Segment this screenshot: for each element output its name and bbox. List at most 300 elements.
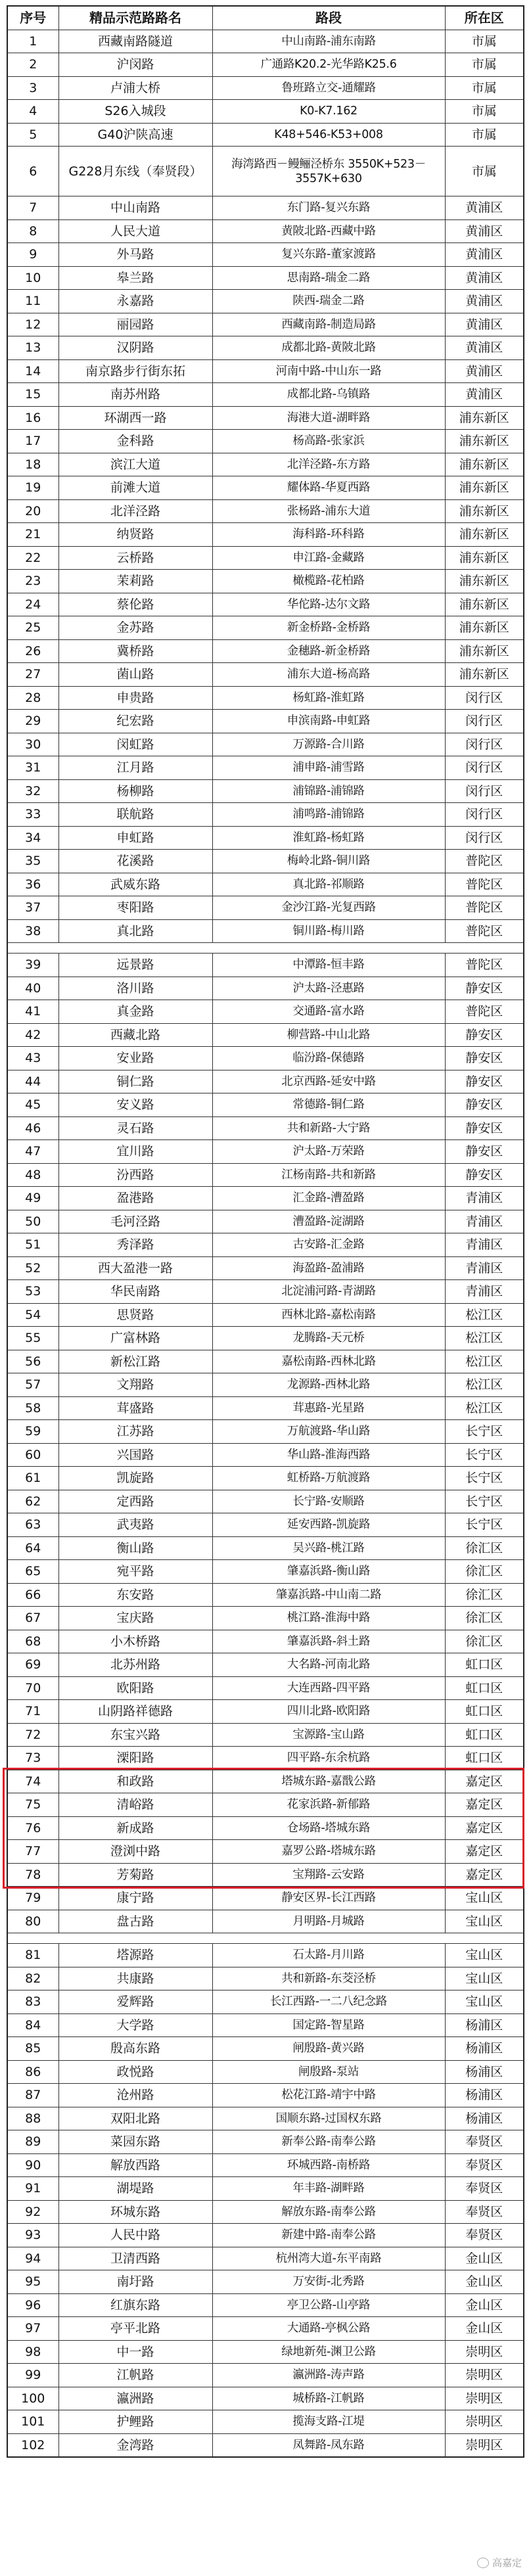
watermark-text: 高嘉定 <box>492 2557 522 2569</box>
row-index: 26 <box>7 639 58 663</box>
district: 闵行区 <box>445 826 524 850</box>
road-name: 衡山路 <box>58 1536 212 1560</box>
table-row <box>7 710 524 733</box>
row-index: 30 <box>7 733 58 756</box>
district: 浦东新区 <box>445 499 524 523</box>
table-row <box>7 733 524 756</box>
table-row <box>7 1910 524 1933</box>
road-name: 金科路 <box>58 430 212 453</box>
table-row <box>7 1303 524 1327</box>
table-row <box>7 219 524 243</box>
district: 青浦区 <box>445 1187 524 1210</box>
row-index: 60 <box>7 1443 58 1467</box>
table-row <box>7 977 524 1000</box>
table-row <box>7 1490 524 1513</box>
district: 嘉定区 <box>445 1840 524 1864</box>
road-list-table <box>7 5 524 2458</box>
road-name: 环湖西一路 <box>58 406 212 430</box>
table-row <box>7 76 524 100</box>
road-section: 年丰路-湖畔路 <box>212 2177 445 2201</box>
district: 市属 <box>445 100 524 124</box>
road-name: 安业路 <box>58 1047 212 1070</box>
separator-cell <box>7 943 524 954</box>
row-index: 97 <box>7 2317 58 2341</box>
road-section: 沪太路-泾惠路 <box>212 977 445 1000</box>
road-section: 宝翔路-云安路 <box>212 1863 445 1887</box>
district: 长宁区 <box>445 1420 524 1444</box>
district: 黄浦区 <box>445 359 524 383</box>
row-index: 38 <box>7 919 58 943</box>
road-name: 盈港路 <box>58 1187 212 1210</box>
district: 静安区 <box>445 1047 524 1070</box>
table-row <box>7 2153 524 2177</box>
table-row <box>7 1350 524 1373</box>
district: 黄浦区 <box>445 313 524 336</box>
row-index: 70 <box>7 1676 58 1700</box>
road-name: 皋兰路 <box>58 266 212 290</box>
district: 浦东新区 <box>445 523 524 547</box>
row-index: 66 <box>7 1583 58 1607</box>
road-name: 茸盛路 <box>58 1396 212 1420</box>
table-row <box>7 243 524 267</box>
row-index: 76 <box>7 1816 58 1840</box>
table-row <box>7 2013 524 2037</box>
district: 市属 <box>445 76 524 100</box>
road-section: 仓场路-塔城东路 <box>212 1816 445 1840</box>
district: 黄浦区 <box>445 336 524 360</box>
row-index: 32 <box>7 779 58 803</box>
row-index: 44 <box>7 1070 58 1093</box>
row-index: 47 <box>7 1140 58 1164</box>
row-index: 86 <box>7 2060 58 2084</box>
row-index: 12 <box>7 313 58 336</box>
road-name: 西大盈港一路 <box>58 1256 212 1280</box>
road-section: 虹桥路-万航渡路 <box>212 1467 445 1490</box>
row-index: 16 <box>7 406 58 430</box>
table-row <box>7 826 524 850</box>
district: 崇明区 <box>445 2364 524 2387</box>
table-row <box>7 663 524 687</box>
district: 杨浦区 <box>445 2060 524 2084</box>
group-separator <box>7 943 524 954</box>
row-index: 23 <box>7 570 58 593</box>
road-name: 云桥路 <box>58 546 212 570</box>
table-row <box>7 1396 524 1420</box>
road-section: 海科路-环科路 <box>212 523 445 547</box>
district: 徐汇区 <box>445 1630 524 1653</box>
table-row <box>7 2200 524 2224</box>
road-section: 古安路-汇金路 <box>212 1233 445 1257</box>
row-index: 43 <box>7 1047 58 1070</box>
road-section: 张杨路-浦东大道 <box>212 499 445 523</box>
table-row <box>7 1747 524 1770</box>
road-name: 滨江大道 <box>58 453 212 476</box>
road-section: 新建中路-南奉公路 <box>212 2224 445 2247</box>
road-section: 复兴东路-董家渡路 <box>212 243 445 267</box>
road-name: 盘古路 <box>58 1910 212 1933</box>
road-section: 浦东大道-杨高路 <box>212 663 445 687</box>
district: 青浦区 <box>445 1280 524 1304</box>
table-row <box>7 1887 524 1910</box>
row-index: 87 <box>7 2084 58 2107</box>
road-name: 前滩大道 <box>58 476 212 500</box>
road-section: 杭州湾大道-东平南路 <box>212 2247 445 2270</box>
road-section: 闸殷路-黄兴路 <box>212 2037 445 2061</box>
road-section: 杨虹路-淮虹路 <box>212 686 445 710</box>
row-index: 36 <box>7 873 58 896</box>
row-index: 1 <box>7 30 58 53</box>
road-name: 远景路 <box>58 954 212 977</box>
road-section: 临汾路-保德路 <box>212 1047 445 1070</box>
road-section: 浦鸣路-浦锦路 <box>212 803 445 827</box>
table-row <box>7 1187 524 1210</box>
road-name: 永嘉路 <box>58 290 212 313</box>
district: 黄浦区 <box>445 383 524 407</box>
road-section: 耀体路-华夏西路 <box>212 476 445 500</box>
row-index: 17 <box>7 430 58 453</box>
road-name: 闵虹路 <box>58 733 212 756</box>
row-index: 98 <box>7 2340 58 2364</box>
district: 嘉定区 <box>445 1816 524 1840</box>
district: 嘉定区 <box>445 1770 524 1793</box>
table-body <box>7 30 524 2457</box>
row-index: 51 <box>7 1233 58 1257</box>
district: 闵行区 <box>445 803 524 827</box>
table-row <box>7 570 524 593</box>
road-name: 红旗东路 <box>58 2293 212 2317</box>
road-name: 政悦路 <box>58 2060 212 2084</box>
row-index: 14 <box>7 359 58 383</box>
road-section: 淮虹路-杨虹路 <box>212 826 445 850</box>
row-index: 9 <box>7 243 58 267</box>
road-section: 万航渡路-华山路 <box>212 1420 445 1444</box>
district: 闵行区 <box>445 710 524 733</box>
district: 黄浦区 <box>445 219 524 243</box>
road-name: G40沪陕高速 <box>58 123 212 147</box>
header-section: 路段 <box>212 6 445 30</box>
row-index: 11 <box>7 290 58 313</box>
header-index: 序号 <box>7 6 58 30</box>
road-section: 松花江路-靖宇中路 <box>212 2084 445 2107</box>
row-index: 5 <box>7 123 58 147</box>
row-index: 41 <box>7 1000 58 1024</box>
road-name: 中山南路 <box>58 196 212 220</box>
road-section: 橄榄路-花柏路 <box>212 570 445 593</box>
row-index: 79 <box>7 1887 58 1910</box>
district: 市属 <box>445 53 524 77</box>
table-row <box>7 2387 524 2410</box>
row-index: 101 <box>7 2410 58 2434</box>
header-road-name: 精品示范路路名 <box>58 6 212 30</box>
district: 奉贤区 <box>445 2200 524 2224</box>
road-name: 江帆路 <box>58 2364 212 2387</box>
road-name: 江月路 <box>58 756 212 780</box>
road-section: 成都北路-乌镇路 <box>212 383 445 407</box>
road-name: 北洋泾路 <box>58 499 212 523</box>
road-section: 思南路-瑞金二路 <box>212 266 445 290</box>
road-name: G228月东线（奉贤段） <box>58 147 212 196</box>
row-index: 42 <box>7 1023 58 1047</box>
table-row <box>7 499 524 523</box>
district: 青浦区 <box>445 1210 524 1233</box>
road-section: 海盈路-盈浦路 <box>212 1256 445 1280</box>
table-row <box>7 1093 524 1117</box>
district: 金山区 <box>445 2270 524 2294</box>
table-row <box>7 1967 524 1990</box>
table-row <box>7 896 524 920</box>
row-index: 4 <box>7 100 58 124</box>
road-section: 大连西路-四平路 <box>212 1676 445 1700</box>
table-row <box>7 1140 524 1164</box>
road-name: 文翔路 <box>58 1373 212 1397</box>
district: 普陀区 <box>445 896 524 920</box>
row-index: 3 <box>7 76 58 100</box>
district: 长宁区 <box>445 1467 524 1490</box>
road-name: 南京路步行街东拓 <box>58 359 212 383</box>
table-row <box>7 1070 524 1093</box>
road-section: 嘉罗公路-塔城东路 <box>212 1840 445 1864</box>
table-row <box>7 123 524 147</box>
table-row <box>7 336 524 360</box>
road-section: 共和新路-大宁路 <box>212 1116 445 1140</box>
row-index: 52 <box>7 1256 58 1280</box>
table-row <box>7 453 524 476</box>
district: 闵行区 <box>445 779 524 803</box>
row-index: 49 <box>7 1187 58 1210</box>
table-row <box>7 1047 524 1070</box>
row-index: 62 <box>7 1490 58 1513</box>
district: 浦东新区 <box>445 476 524 500</box>
row-index: 88 <box>7 2107 58 2130</box>
table-row <box>7 1280 524 1304</box>
road-name: 新松江路 <box>58 1350 212 1373</box>
road-section: 新金桥路-金桥路 <box>212 616 445 640</box>
road-name: 双阳北路 <box>58 2107 212 2130</box>
road-name: 南苏州路 <box>58 383 212 407</box>
road-name: 大学路 <box>58 2013 212 2037</box>
row-index: 7 <box>7 196 58 220</box>
road-section: 解放东路-南奉公路 <box>212 2200 445 2224</box>
table-row <box>7 147 524 196</box>
table-row <box>7 2084 524 2107</box>
road-section: 城桥路-江帆路 <box>212 2387 445 2410</box>
district: 长宁区 <box>445 1513 524 1537</box>
road-name: 外马路 <box>58 243 212 267</box>
road-name: 沧州路 <box>58 2084 212 2107</box>
row-index: 8 <box>7 219 58 243</box>
road-section: 万源路-合川路 <box>212 733 445 756</box>
road-name: 殷高东路 <box>58 2037 212 2061</box>
table-row <box>7 1700 524 1724</box>
row-index: 22 <box>7 546 58 570</box>
row-index: 77 <box>7 1840 58 1864</box>
road-name: 毛河泾路 <box>58 1210 212 1233</box>
district: 静安区 <box>445 977 524 1000</box>
road-section: 凤舞路-凤东路 <box>212 2433 445 2457</box>
road-section: 石太路-月川路 <box>212 1944 445 1967</box>
district: 松江区 <box>445 1303 524 1327</box>
row-index: 85 <box>7 2037 58 2061</box>
district: 崇明区 <box>445 2340 524 2364</box>
road-name: 瀛洲路 <box>58 2387 212 2410</box>
district: 浦东新区 <box>445 616 524 640</box>
road-name: 澄浏中路 <box>58 1840 212 1864</box>
district: 浦东新区 <box>445 453 524 476</box>
district: 崇明区 <box>445 2387 524 2410</box>
road-name: 真金路 <box>58 1000 212 1024</box>
district: 徐汇区 <box>445 1583 524 1607</box>
road-name: 小木桥路 <box>58 1630 212 1653</box>
road-name: 茉莉路 <box>58 570 212 593</box>
table-row <box>7 616 524 640</box>
road-name: 申贵路 <box>58 686 212 710</box>
wechat-bubble-icon <box>477 2558 489 2568</box>
road-name: 护鲤路 <box>58 2410 212 2434</box>
district: 静安区 <box>445 1070 524 1093</box>
district: 静安区 <box>445 1093 524 1117</box>
district: 市属 <box>445 147 524 196</box>
row-index: 28 <box>7 686 58 710</box>
row-index: 31 <box>7 756 58 780</box>
row-index: 92 <box>7 2200 58 2224</box>
road-name: 宛平路 <box>58 1560 212 1584</box>
road-section: 中潭路-恒丰路 <box>212 954 445 977</box>
road-section: 闸殷路-泵站 <box>212 2060 445 2084</box>
row-index: 93 <box>7 2224 58 2247</box>
road-section: 西林北路-嘉松南路 <box>212 1303 445 1327</box>
district: 普陀区 <box>445 873 524 896</box>
district: 宝山区 <box>445 1910 524 1933</box>
table-row <box>7 313 524 336</box>
road-section: 共和新路-东茭泾桥 <box>212 1967 445 1990</box>
row-index: 96 <box>7 2293 58 2317</box>
road-section: 铜川路-梅川路 <box>212 919 445 943</box>
row-index: 69 <box>7 1653 58 1677</box>
district: 普陀区 <box>445 919 524 943</box>
district: 松江区 <box>445 1327 524 1350</box>
road-name: 欧阳路 <box>58 1676 212 1700</box>
district: 长宁区 <box>445 1443 524 1467</box>
table-row <box>7 1420 524 1444</box>
row-index: 56 <box>7 1350 58 1373</box>
row-index: 6 <box>7 147 58 196</box>
row-index: 20 <box>7 499 58 523</box>
table-row <box>7 756 524 780</box>
table-row <box>7 1443 524 1467</box>
road-section: 月明路-月城路 <box>212 1910 445 1933</box>
table-row <box>7 1816 524 1840</box>
road-name: 南圩路 <box>58 2270 212 2294</box>
row-index: 29 <box>7 710 58 733</box>
row-index: 68 <box>7 1630 58 1653</box>
road-section: 鲁班路立交-通耀路 <box>212 76 445 100</box>
table-row <box>7 686 524 710</box>
district: 闵行区 <box>445 686 524 710</box>
road-name: 溧阳路 <box>58 1747 212 1770</box>
road-section: 华佗路-达尔文路 <box>212 593 445 616</box>
table-row <box>7 1723 524 1747</box>
district: 浦东新区 <box>445 593 524 616</box>
table-row <box>7 954 524 977</box>
district: 黄浦区 <box>445 266 524 290</box>
road-name: 塔源路 <box>58 1944 212 1967</box>
district: 浦东新区 <box>445 546 524 570</box>
district: 静安区 <box>445 1023 524 1047</box>
road-section: 亭卫公路-山亭路 <box>212 2293 445 2317</box>
district: 松江区 <box>445 1373 524 1397</box>
road-section: K48+546-K53+008 <box>212 123 445 147</box>
row-index: 21 <box>7 523 58 547</box>
row-index: 46 <box>7 1116 58 1140</box>
road-name: 卫清西路 <box>58 2247 212 2270</box>
road-section: 静安区界-长江西路 <box>212 1887 445 1910</box>
road-name: 东安路 <box>58 1583 212 1607</box>
table-row <box>7 30 524 53</box>
district: 杨浦区 <box>445 2013 524 2037</box>
row-index: 95 <box>7 2270 58 2294</box>
road-section: 瀛洲路-涛声路 <box>212 2364 445 2387</box>
district: 静安区 <box>445 1140 524 1164</box>
row-index: 40 <box>7 977 58 1000</box>
road-section: 新奉公路-南奉公路 <box>212 2130 445 2154</box>
row-index: 71 <box>7 1700 58 1724</box>
road-name: S26入城段 <box>58 100 212 124</box>
district: 浦东新区 <box>445 430 524 453</box>
road-section: 北淀浦河路-青湖路 <box>212 1280 445 1304</box>
road-section: 柳营路-中山北路 <box>212 1023 445 1047</box>
district: 虹口区 <box>445 1676 524 1700</box>
road-section: 肇嘉浜路-衡山路 <box>212 1560 445 1584</box>
table-row <box>7 383 524 407</box>
table-row <box>7 100 524 124</box>
district: 青浦区 <box>445 1233 524 1257</box>
road-section: 茸惠路-光星路 <box>212 1396 445 1420</box>
table-row <box>7 1536 524 1560</box>
table-row <box>7 1233 524 1257</box>
table-row <box>7 523 524 547</box>
row-index: 33 <box>7 803 58 827</box>
watermark <box>477 2556 522 2569</box>
row-index: 45 <box>7 1093 58 1117</box>
table-row <box>7 1793 524 1817</box>
row-index: 10 <box>7 266 58 290</box>
road-name: 康宁路 <box>58 1887 212 1910</box>
district: 静安区 <box>445 1163 524 1187</box>
row-index: 67 <box>7 1607 58 1630</box>
road-name: 亭平北路 <box>58 2317 212 2341</box>
road-section: 北京西路-延安中路 <box>212 1070 445 1093</box>
district: 青浦区 <box>445 1256 524 1280</box>
road-name: 人民中路 <box>58 2224 212 2247</box>
table-row <box>7 1513 524 1537</box>
district: 宝山区 <box>445 1967 524 1990</box>
road-section: 肇嘉浜路-中山南二路 <box>212 1583 445 1607</box>
table-row <box>7 1023 524 1047</box>
road-name: 武夷路 <box>58 1513 212 1537</box>
district: 奉贤区 <box>445 2153 524 2177</box>
road-section: 吴兴路-桃江路 <box>212 1536 445 1560</box>
district: 浦东新区 <box>445 663 524 687</box>
table-row <box>7 873 524 896</box>
road-name: 凯旋路 <box>58 1467 212 1490</box>
table-row <box>7 1607 524 1630</box>
district: 奉贤区 <box>445 2177 524 2201</box>
road-name: 宜川路 <box>58 1140 212 1164</box>
district: 虹口区 <box>445 1723 524 1747</box>
road-section: 申滨南路-申虹路 <box>212 710 445 733</box>
road-section: 延安西路-凯旋路 <box>212 1513 445 1537</box>
road-section: 华山路-淮海西路 <box>212 1443 445 1467</box>
